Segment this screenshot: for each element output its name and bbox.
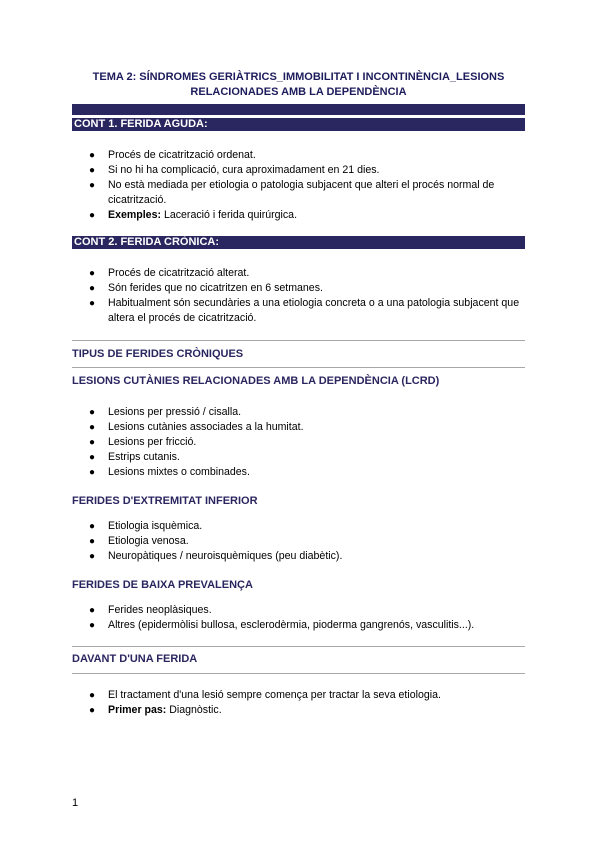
davant-list: [72, 688, 525, 718]
cont2-heading: CONT 2. FERIDA CRÒNICA:: [72, 236, 525, 249]
bullet-icon: ●: [89, 283, 96, 294]
list-item: ● Ferides neoplàsiques.: [89, 604, 212, 616]
list-item: ● Són ferides que no cicatritzen en 6 setmanes.: [89, 282, 323, 294]
bullet-icon: ●: [89, 690, 96, 701]
bullet-icon: ●: [89, 437, 96, 448]
bullet-icon: ●: [89, 165, 96, 176]
title-divider-bar: [72, 104, 525, 115]
divider: [72, 340, 525, 341]
divider: [72, 673, 525, 674]
cont1-heading: CONT 1. FERIDA AGUDA:: [72, 118, 525, 131]
lcrd-heading: LESIONS CUTÀNIES RELACIONADES AMB LA DEPENDÈNCIA (LCRD): [72, 375, 440, 387]
list-item: ● Procés de cicatrització alterat.: [89, 267, 250, 279]
extremitat-list: [72, 519, 525, 564]
list-item: ● Etiologia isquèmica.: [89, 520, 203, 532]
list-item: ● Procés de cicatrització ordenat.: [89, 149, 256, 161]
title-line-1: TEMA 2: SÍNDROMES GERIÀTRICS_IMMOBILITAT I INCONTINÈNCIA_LESIONS: [92, 71, 505, 83]
list-item: ● Lesions per pressió / cisalla.: [89, 406, 242, 418]
bullet-icon: ●: [89, 150, 96, 161]
list-item: ● Estrips cutanis.: [89, 451, 180, 463]
bullet-icon: ●: [89, 268, 96, 279]
list-item: ● Etiologia venosa.: [89, 535, 189, 547]
example-text: Laceració i ferida quirúrgica.: [161, 209, 298, 221]
list-item: ● Altres (epidermòlisi bullosa, esclerodèrmia, pioderma gangrenós, vasculitis...).: [89, 619, 475, 631]
list-item: ● Lesions mixtes o combinades.: [89, 466, 250, 478]
first-step-label: Primer pas:: [108, 704, 167, 716]
list-item: [72, 208, 525, 223]
bullet-icon: ●: [89, 536, 96, 547]
list-item: ● El tractament d'una lesió sempre comença per tractar la seva etiologia.: [89, 689, 441, 701]
list-item: ● Neuropàtiques / neuroisquèmiques (peu diabètic).: [89, 550, 343, 562]
bullet-icon: ●: [89, 620, 96, 631]
bullet-icon: ●: [89, 452, 96, 463]
list-item: ● Si no hi ha complicació, cura aproximadament en 21 dies.: [89, 164, 380, 176]
list-item: ● No està mediada per etiologia o patologia subjacent que alteri el procés normal de cicatrització.: [89, 179, 495, 206]
prevalenca-list: [72, 603, 525, 633]
bullet-icon: ●: [89, 705, 96, 716]
bullet-icon: ●: [89, 605, 96, 616]
bullet-icon: ●: [89, 298, 96, 309]
cont1-list: [72, 148, 525, 223]
divider: [72, 646, 525, 647]
document-page: [72, 70, 525, 718]
lcrd-list: [72, 405, 525, 480]
list-item: ● Habitualment són secundàries a una etiologia concreta o a una patologia subjacent que altera el procés de cicatrització.: [89, 297, 520, 324]
extremitat-heading: FERIDES D'EXTREMITAT INFERIOR: [72, 495, 258, 507]
example-label: Exemples:: [108, 209, 161, 221]
bullet-icon: ●: [89, 210, 96, 221]
list-item: ● Lesions per fricció.: [89, 436, 197, 448]
prevalenca-heading: FERIDES DE BAIXA PREVALENÇA: [72, 579, 253, 591]
tipus-heading: TIPUS DE FERIDES CRÒNIQUES: [72, 348, 244, 360]
bullet-icon: ●: [89, 180, 96, 191]
cont2-list: [72, 266, 525, 326]
list-item: [72, 703, 525, 718]
page-number: 1: [72, 797, 79, 809]
bullet-icon: ●: [89, 551, 96, 562]
title-line-2: RELACIONADES AMB LA DEPENDÈNCIA: [190, 86, 407, 98]
bullet-icon: ●: [89, 407, 96, 418]
bullet-icon: ●: [89, 422, 96, 433]
first-step-text: Diagnòstic.: [166, 704, 222, 716]
divider: [72, 367, 525, 368]
davant-heading: DAVANT D'UNA FERIDA: [72, 653, 198, 665]
list-item: ● Lesions cutànies associades a la humitat.: [89, 421, 304, 433]
bullet-icon: ●: [89, 467, 96, 478]
document-title: [72, 70, 525, 100]
bullet-icon: ●: [89, 521, 96, 532]
